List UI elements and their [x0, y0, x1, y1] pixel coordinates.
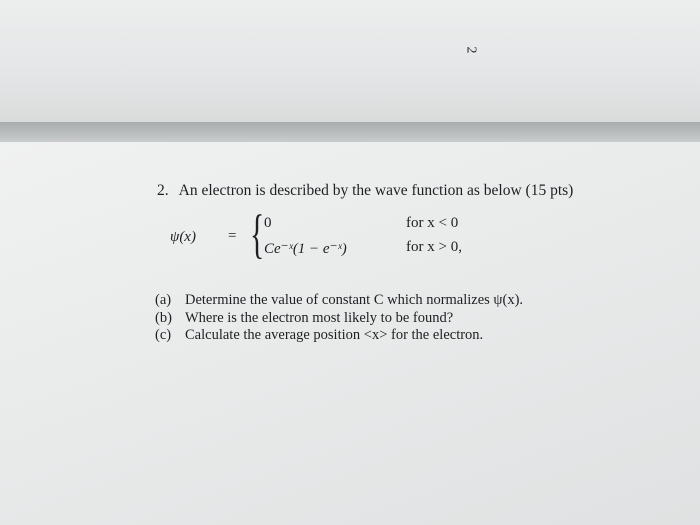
problem-statement: An electron is described by the wave function as below (15 pts) [178, 182, 574, 199]
piecewise-brace: { [250, 204, 265, 264]
part-text: Determine the value of constant C which normalizes ψ(x). [185, 292, 524, 308]
part-c [155, 327, 523, 345]
case-condition-2: for x > 0, [406, 239, 462, 255]
page-number: 2 [463, 46, 479, 54]
part-text: Where is the electron most likely to be found? [185, 309, 454, 326]
problem-parts [155, 292, 523, 345]
equals-sign: = [228, 228, 237, 244]
part-label: (b) [155, 309, 172, 326]
equation-lhs: ψ(x) [170, 229, 196, 245]
part-a [155, 292, 523, 310]
case-value-1: 0 [264, 215, 272, 231]
part-text: Calculate the average position <x> for the electron. [185, 327, 484, 343]
wave-function-equation [170, 204, 500, 264]
part-label: (a) [155, 292, 172, 308]
part-b [155, 310, 523, 328]
problem-heading [157, 182, 573, 200]
problem-number: 2. [157, 182, 169, 199]
part-label: (c) [155, 327, 172, 343]
previous-page-sheet [0, 0, 700, 122]
case-value-2: Ce⁻ˣ(1 − e⁻ˣ) [264, 241, 347, 257]
case-condition-1: for x < 0 [406, 215, 459, 231]
page-separator [0, 122, 700, 142]
